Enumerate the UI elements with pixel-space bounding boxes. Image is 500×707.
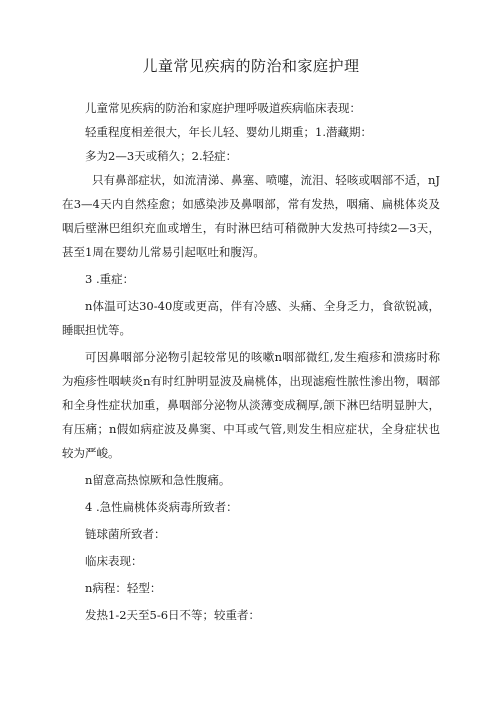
paragraph-fever-duration: 发热1-2天至5-6日不等；较重者：	[85, 608, 261, 622]
document-title: 儿童常见疾病的防治和家庭护理	[142, 57, 360, 75]
paragraph-clinical-signs: 临床表现：	[85, 554, 143, 568]
paragraph-mild-symptoms: 只有鼻部症状，如流清涕、鼻塞、喷嚏，流泪、轻咳或咽部不适，nJ在3—4天内自然痊愈；如感染涉及鼻咽部，常有发热，咽痛、扁桃体炎及咽后壁淋巴组织充血或增生，有时淋巴结可稍微肿大发热可持续2—3天，甚至1周在婴幼儿常易引起呕吐和腹泻。	[62, 173, 440, 259]
paragraph-severe-heading: 3 .重症：	[85, 272, 135, 286]
document-body	[62, 96, 440, 627]
paragraph-tonsillitis-heading: 4 .急性扁桃体炎病毒所致者：	[85, 500, 238, 514]
paragraph-course-mild: n病程：轻型：	[85, 581, 162, 595]
paragraph-streptococcus: 链球菌所致者：	[85, 527, 166, 541]
paragraph-incubation: 多为2—3天或稍久；2.轻症：	[85, 149, 238, 163]
paragraph-intro: 儿童常见疾病的防治和家庭护理呼吸道疾病临床表现：	[85, 101, 361, 115]
paragraph-severity: 轻重程度相差很大，年长儿轻、婴幼儿期重；1.潜藏期：	[85, 125, 372, 139]
paragraph-convulsion-warning: n留意高热惊厥和急性腹痛。	[85, 473, 231, 487]
paragraph-pharyngitis: 可因鼻咽部分泌物引起较常见的咳嗽n咽部微红,发生疱疹和溃疡时称为疱疹性咽峡炎n有时红肿明显波及扁桃体，出现滤疱性脓性渗出物，咽部和全身性症状加重，鼻咽部分泌物从淡薄变成稠厚,颌下淋巴结明显肿大，有压痛；n假如病症波及鼻窦、中耳或气管,则发生相应症状，全身症状也较为严峻。	[62, 350, 440, 460]
paragraph-severe-fever: n体温可达30-40度或更高，伴有冷感、头痛、全身乏力，食欲锐减，睡眠担忧等。	[62, 299, 440, 337]
